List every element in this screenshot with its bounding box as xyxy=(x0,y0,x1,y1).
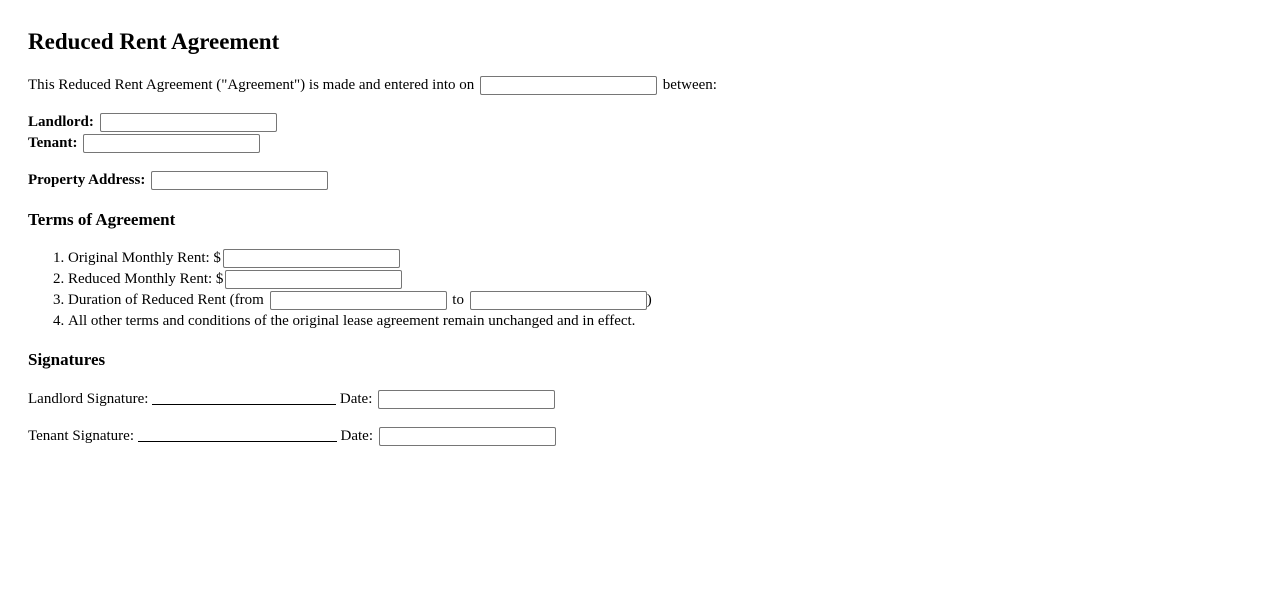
intro-between-text: between: xyxy=(662,77,717,93)
original-rent-input[interactable] xyxy=(223,249,400,268)
other-conditions-text: All other terms and conditions of the original lease agreement remain unchanged and in effect. xyxy=(68,313,636,329)
property-address-block xyxy=(28,170,1250,191)
tenant-date-label: Date: xyxy=(340,428,373,444)
intro-paragraph xyxy=(28,75,1250,96)
reduced-rent-label: Reduced Monthly Rent: $ xyxy=(68,271,224,287)
duration-to-input[interactable] xyxy=(470,291,647,310)
landlord-signature-label: Landlord Signature: xyxy=(28,391,149,407)
landlord-date-label: Date: xyxy=(339,391,373,407)
duration-from-input[interactable] xyxy=(270,291,447,310)
tenant-signature-line xyxy=(138,427,337,442)
landlord-label: Landlord: xyxy=(28,114,94,130)
duration-close-paren: ) xyxy=(646,292,652,308)
duration-to-label: to xyxy=(452,292,464,308)
page-title: Reduced Rent Agreement xyxy=(28,29,280,54)
term-original-rent xyxy=(68,248,1250,269)
agreement-date-input[interactable] xyxy=(480,76,657,95)
tenant-name-input[interactable] xyxy=(83,134,260,153)
signatures-heading: Signatures xyxy=(28,350,106,369)
landlord-date-input[interactable] xyxy=(378,390,555,409)
tenant-label: Tenant: xyxy=(28,135,78,151)
parties-block xyxy=(28,112,1250,154)
terms-list xyxy=(28,248,1250,332)
term-other-conditions xyxy=(68,311,1250,332)
landlord-signature-row xyxy=(28,389,1250,410)
original-rent-label: Original Monthly Rent: $ xyxy=(68,250,221,266)
reduced-rent-input[interactable] xyxy=(225,270,402,289)
term-reduced-rent xyxy=(68,269,1250,290)
tenant-signature-label: Tenant Signature: xyxy=(28,428,135,444)
landlord-signature-line xyxy=(152,390,336,405)
duration-label: Duration of Reduced Rent (from xyxy=(68,292,264,308)
tenant-signature-row xyxy=(28,426,1250,447)
property-address-input[interactable] xyxy=(151,171,328,190)
term-duration xyxy=(68,290,1250,311)
tenant-date-input[interactable] xyxy=(379,427,556,446)
intro-text: This Reduced Rent Agreement ("Agreement") is made and entered into on xyxy=(28,77,475,93)
terms-heading: Terms of Agreement xyxy=(28,210,176,229)
property-address-label: Property Address: xyxy=(28,172,146,188)
landlord-name-input[interactable] xyxy=(100,113,277,132)
